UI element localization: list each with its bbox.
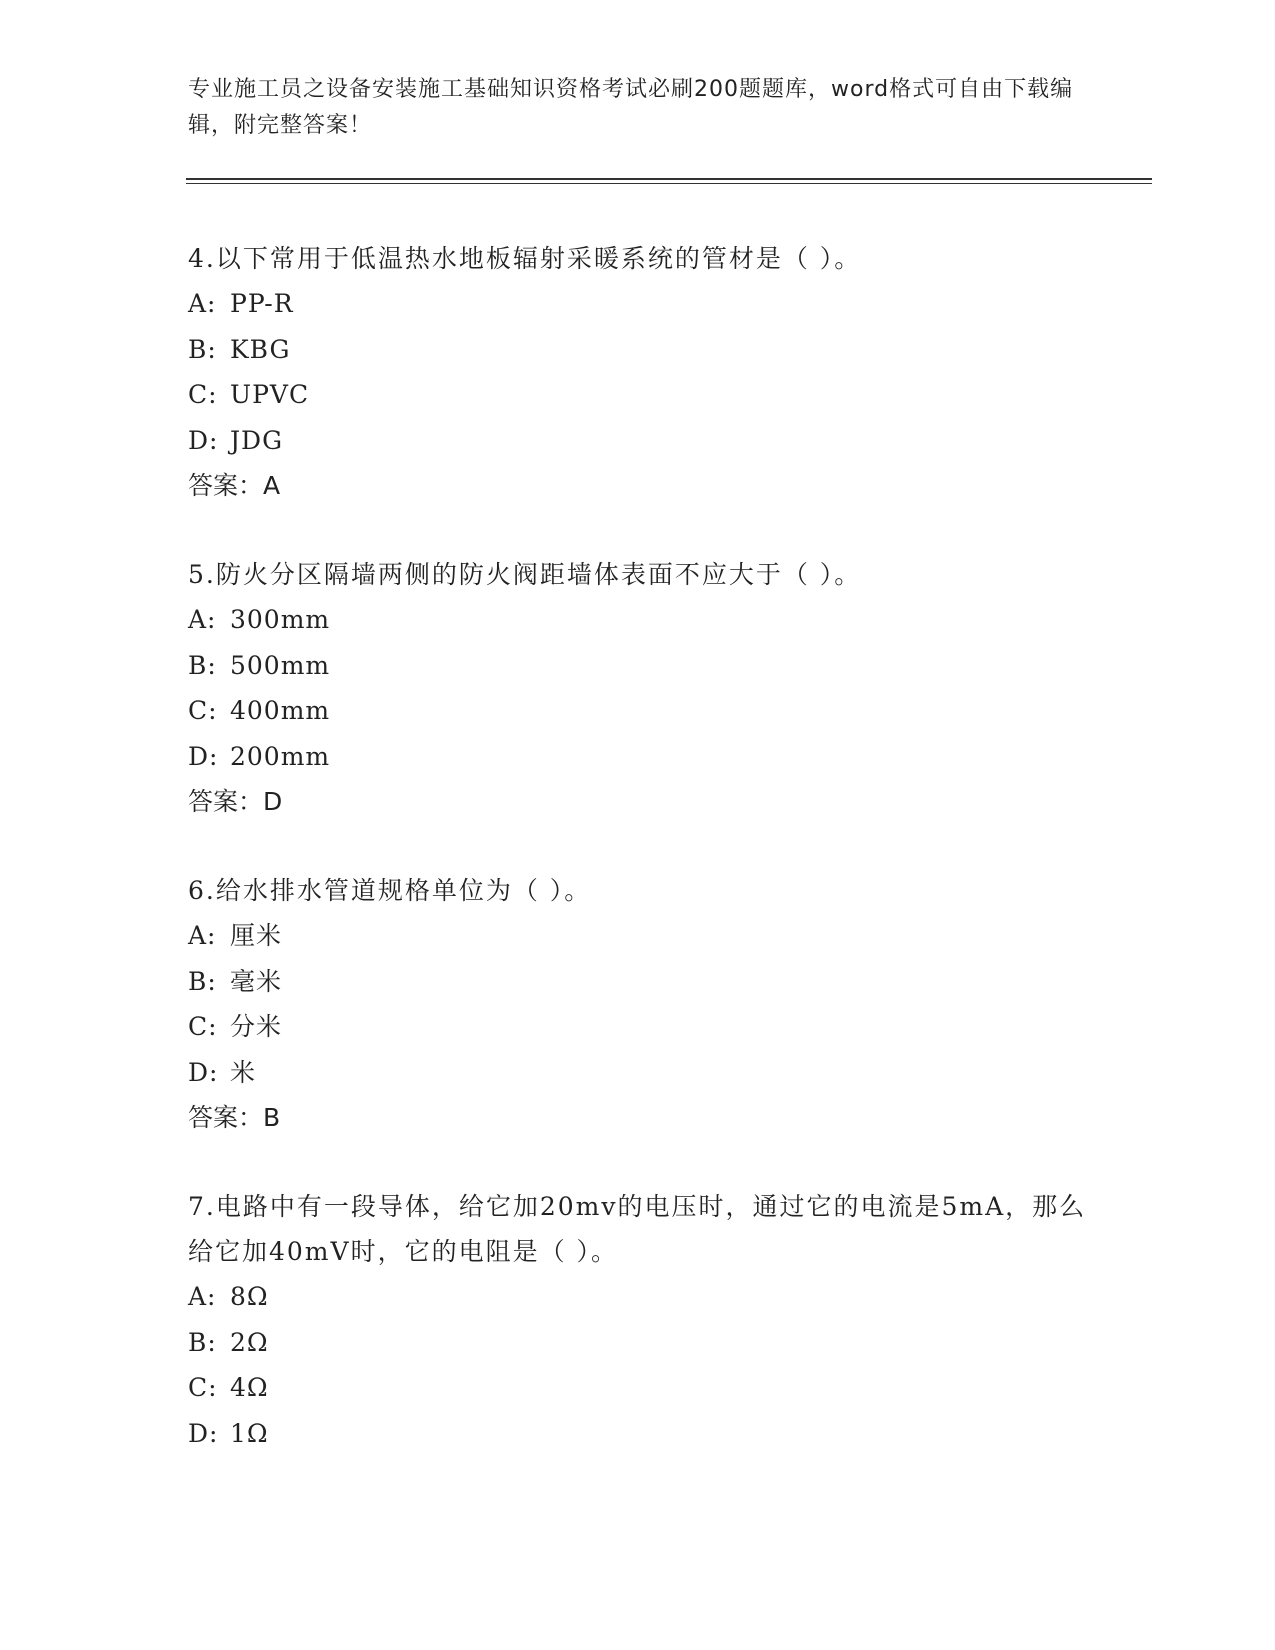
option-b (188, 1320, 1088, 1366)
header-divider-top (186, 178, 1152, 180)
option-key: A: (188, 921, 217, 950)
option-key: B: (188, 334, 217, 364)
question-4 (188, 236, 1088, 509)
option-key: A: (188, 605, 217, 634)
option-text: 400mm (230, 696, 331, 725)
question-7 (188, 1184, 1088, 1456)
option-a (188, 281, 1088, 327)
option-b (188, 327, 1088, 373)
option-key: D: (188, 1057, 219, 1087)
option-text: KBG (230, 334, 291, 364)
option-b (188, 643, 1088, 689)
question-stem: 6.给水排水管道规格单位为（ ）。 (188, 876, 592, 905)
option-key: D: (188, 741, 219, 771)
option-text: 1Ω (230, 1418, 269, 1448)
option-d (188, 1411, 1088, 1457)
option-text: 厘米 (230, 921, 283, 950)
question-5 (188, 552, 1088, 825)
option-c (188, 688, 1088, 734)
option-a (188, 597, 1088, 643)
option-text: 米 (230, 1057, 257, 1087)
answer-line: 答案：B (188, 1103, 281, 1132)
option-key: C: (188, 1012, 218, 1041)
option-key: C: (188, 696, 218, 725)
option-text: 4Ω (230, 1373, 269, 1402)
option-text: 分米 (230, 1012, 283, 1041)
option-a (188, 1274, 1088, 1320)
question-6 (188, 868, 1088, 1141)
option-key: A: (188, 289, 217, 318)
option-text: 毫米 (230, 966, 283, 996)
option-key: C: (188, 1373, 218, 1402)
option-text: UPVC (230, 380, 310, 409)
answer-line: 答案：D (188, 787, 283, 816)
option-c (188, 1004, 1088, 1050)
question-stem: 4.以下常用于低温热水地板辐射采暖系统的管材是（ ）。 (188, 244, 862, 273)
option-key: C: (188, 380, 218, 409)
header-divider-bottom (186, 183, 1152, 184)
answer-line: 答案：A (188, 471, 281, 500)
option-key: D: (188, 425, 219, 455)
document-header: 专业施工员之设备安装施工基础知识资格考试必刷200题题库，word格式可自由下载编辑，附完整答案！ (188, 77, 1074, 138)
option-text: JDG (230, 425, 284, 455)
option-text: 300mm (230, 605, 331, 634)
option-text: PP-R (230, 289, 294, 318)
option-key: B: (188, 966, 217, 996)
option-text: 2Ω (230, 1327, 269, 1357)
question-stem: 5.防火分区隔墙两侧的防火阀距墙体表面不应大于（ ）。 (188, 560, 862, 589)
option-text: 500mm (230, 650, 331, 680)
option-d (188, 734, 1088, 780)
option-b (188, 959, 1088, 1005)
option-key: B: (188, 1327, 217, 1357)
option-text: 8Ω (230, 1282, 269, 1311)
question-stem: 7.电路中有一段导体，给它加20mv的电压时，通过它的电流是5mA，那么给它加40mV时，它的电阻是（ ）。 (188, 1192, 1087, 1266)
question-list (188, 236, 1088, 1499)
option-a (188, 913, 1088, 959)
option-d (188, 418, 1088, 464)
option-text: 200mm (230, 741, 331, 771)
option-key: A: (188, 1282, 217, 1311)
option-key: D: (188, 1418, 219, 1448)
option-key: B: (188, 650, 217, 680)
option-d (188, 1050, 1088, 1096)
option-c (188, 1365, 1088, 1411)
option-c (188, 372, 1088, 418)
